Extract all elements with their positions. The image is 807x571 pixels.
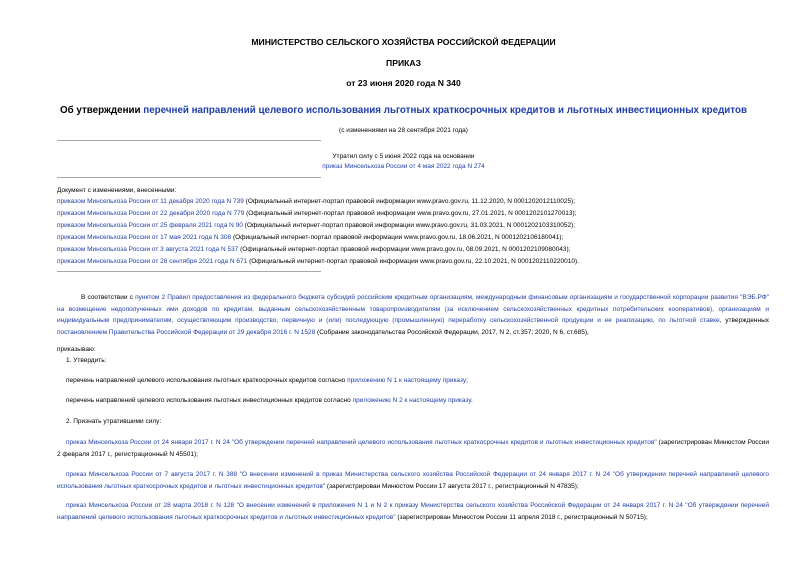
- order-word: приказываю:: [57, 346, 96, 353]
- amendment-item: [57, 234, 563, 241]
- list-text: .: [470, 397, 473, 404]
- repealed-item-2: [57, 469, 769, 492]
- amendment-item: [57, 198, 575, 205]
- repealed-order-link[interactable]: приказ Минсельхоза России от 24 января 2017 г. N 24 "Об утверждении перечней направлений целевого использования льготных краткосрочных кредитов и льготных инвестиционных кредитов": [66, 439, 657, 446]
- repealed-order-link[interactable]: приказ Минсельхоза России от 28 марта 2018 г. N 128 "О внесении изменений в приложения N 1 и N 2 к приказу Министерства сельского хозяйства Российской Федерации от 24 января 2017 г. N 24 "Об утверждении перечней направлений целевого использования льготных краткосрочных кредитов и льготных инвестиционных кредитов": [57, 502, 769, 521]
- appendix-1-link[interactable]: приложению N 1 к настоящему приказу: [347, 377, 467, 384]
- title-link[interactable]: перечней направлений целевого использования льготных краткосрочных кредитов и льготных инвестиционных кредитов: [143, 105, 747, 116]
- lost-force-text: Утратил силу с 5 июня 2022 года на основании: [332, 153, 475, 160]
- doc-date-number: от 23 июня 2020 года N 340: [346, 78, 461, 88]
- preamble-paragraph: [57, 292, 769, 338]
- list-item-1: [66, 377, 468, 384]
- repealed-text: (зарегистрирован Минюстом России 17 августа 2017 г., регистрационный N 47835);: [325, 482, 579, 490]
- amendment-item: [57, 222, 575, 229]
- amendment-link[interactable]: приказом Минсельхоза России от 3 августа 2021 года N 537: [57, 246, 239, 253]
- appendix-2-link[interactable]: приложению N 2 к настоящему приказу: [352, 397, 471, 404]
- doc-type-heading: ПРИКАЗ: [386, 58, 421, 68]
- list-text: перечень направлений целевого использования льготных инвестиционных кредитов согласно: [66, 397, 353, 404]
- amendment-item: [57, 258, 579, 265]
- amendment-link[interactable]: приказом Минсельхоза России от 22 декабря 2020 года N 779: [57, 210, 245, 217]
- repealed-order-link[interactable]: приказ Минсельхоза России от 7 августа 2017 г. N 388 "О внесении изменений в приказ Министерства сельского хозяйства Российской Федерации от 24 января 2017 г. N 24 "Об утверждении перечней направлений целевого использования льготных краткосрочных кредитов и льготных инвестиционных кредитов": [57, 471, 769, 490]
- list-text: перечень направлений целевого использования льготных краткосрочных кредитов согласно: [66, 377, 348, 384]
- divider: [57, 271, 321, 272]
- list-text: ;: [466, 377, 468, 384]
- ministry-heading: МИНИСТЕРСТВО СЕЛЬСКОГО ХОЗЯЙСТВА РОССИЙСКОЙ ФЕДЕРАЦИИ: [251, 37, 556, 47]
- resolution-link[interactable]: постановлением Правительства Российской Федерации от 29 декабря 2016 г. N 1528: [57, 328, 316, 336]
- item-2: 2. Признать утратившими силу:: [66, 418, 162, 425]
- preamble-text: В соответствии с: [81, 294, 136, 301]
- list-item-2: [66, 397, 473, 404]
- title-prefix: Об утверждении: [60, 105, 144, 116]
- amendment-text: (Официальный интернет-портал правовой информации www.pravo.gov.ru, 27.01.2021, N 0001202101270013);: [244, 210, 577, 217]
- amendment-text: (Официальный интернет-портал правовой информации www.pravo.gov.ru, 22.10.2021, N 0001202110220010).: [247, 258, 579, 265]
- preamble-text: , утвержденных: [719, 317, 769, 324]
- amendment-text: (Официальный интернет-портал правовой информации www.pravo.gov.ru, 31.03.2021, N 0001202103310052);: [242, 222, 576, 229]
- amendment-item: [57, 246, 570, 253]
- divider: [57, 140, 321, 141]
- divider: [57, 177, 321, 178]
- rules-link[interactable]: пунктом 2 Правил предоставления из федерального бюджета субсидий российским кредитным организациям, международным финансовым организациям и государственной корпорации развития "ВЭБ.РФ" на возмещение недополученных ими доходов по кредитам, выданным сельскохозяйственным товаропроизводителям (за исключением сельскохозяйственных кредитных потребительских кооперативов), организациям и индивидуальным предпринимателям, осуществляющим производство, первичную и (или) последующую (промышленную) переработку сельскохозяйственной продукции и ее реализацию, по льготной ставке: [57, 294, 770, 324]
- amendment-item: [57, 210, 576, 217]
- amendment-link[interactable]: приказом Минсельхоза России от 11 декабря 2020 года N 739: [57, 198, 244, 205]
- item-1: 1. Утвердить:: [66, 357, 107, 364]
- changes-note: (с изменениями на 28 сентября 2021 года): [339, 127, 468, 134]
- lost-force-link[interactable]: приказ Минсельхоза России от 4 мая 2022 года N 274: [322, 163, 485, 170]
- repealed-text: (зарегистрирован Минюстом России 11 апреля 2018 г., регистрационный N 50715);: [395, 513, 648, 521]
- amendment-link[interactable]: приказом Минсельхоза России от 28 сентября 2021 года N 671: [57, 258, 248, 265]
- amendment-text: (Официальный интернет-портал правовой информации www.pravo.gov.ru, 11.12.2020, N 0001202012110025);: [243, 198, 576, 205]
- amendment-text: (Официальный интернет-портал правовой информации www.pravo.gov.ru, 18.06.2021, N 0001202106180041);: [231, 234, 564, 241]
- preamble-text: (Собрание законодательства Российской Федерации, 2017, N 2, ст.357; 2020, N 6, ст.685),: [315, 328, 589, 336]
- document-title: [0, 105, 807, 116]
- repealed-text: (зарегистрирован Минюстом России 2 февраля 2017 г., регистрационный N 45501);: [57, 439, 769, 458]
- repealed-item-1: [57, 437, 769, 460]
- repealed-item-3: [57, 500, 769, 523]
- amendments-heading: Документ с изменениями, внесенными:: [57, 187, 177, 194]
- amendment-link[interactable]: приказом Минсельхоза России от 25 февраля 2021 года N 90: [57, 222, 243, 229]
- amendment-link[interactable]: приказом Минсельхоза России от 17 мая 2021 года N 308: [57, 234, 232, 241]
- amendment-text: (Официальный интернет-портал правовой информации www.pravo.gov.ru, 08.09.2021, N 0001202109080043);: [238, 246, 571, 253]
